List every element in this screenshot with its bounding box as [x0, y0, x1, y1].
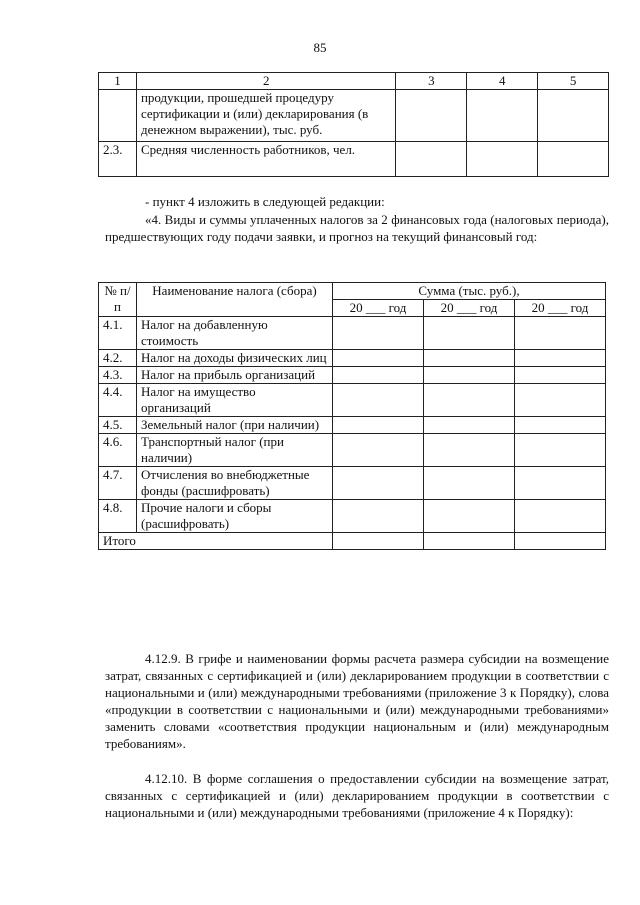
table-row [99, 367, 606, 384]
col-name-header: Наименование налога (сбора) [137, 283, 333, 317]
value-cell [538, 142, 609, 177]
row-name: Налог на прибыль организаций [137, 367, 333, 384]
paragraph-4-12-9: 4.12.9. В грифе и наименовании формы расчета размера субсидии на возмещение затрат, связанных с сертификацией и (или) декларированием продукции в соответствии с национальными и (или) международными требованиями (приложение 3 к Порядку), слова «продукции в соответствии с национальными и (или) международными требованиями» заменить словами «соответствия продукции национальным и (или) международным требованиям». [105, 651, 609, 751]
row-number: 4.8. [99, 500, 137, 533]
paragraph-4-12-10: 4.12.10. В форме соглашения о предоставлении субсидии на возмещение затрат, связанных с сертификацией и (или) декларированием продукции в соответствии с национальными и (или) международными требованиями (приложение 4 к Порядку): [105, 771, 609, 820]
header-cell: 1 [99, 73, 137, 90]
total-label: Итого [99, 533, 333, 550]
col-num-header: № п/п [99, 283, 137, 317]
table-row [99, 142, 609, 177]
page-number: 85 [313, 40, 327, 55]
row-number: 4.2. [99, 350, 137, 367]
table-row [99, 467, 606, 500]
table-row [99, 500, 606, 533]
row-number: 4.3. [99, 367, 137, 384]
value-cell [467, 90, 538, 142]
header-cell: 3 [396, 73, 467, 90]
table-header-row [99, 283, 606, 300]
table-row [99, 384, 606, 417]
row-number: 4.7. [99, 467, 137, 500]
value-cell [467, 142, 538, 177]
intro-line: - пункт 4 изложить в следующей редакции: [145, 194, 385, 209]
row-number [99, 90, 137, 142]
value-cell [396, 142, 467, 177]
row-number: 4.1. [99, 317, 137, 350]
year-header: 20 ___ год [515, 300, 606, 317]
year-header: 20 ___ год [424, 300, 515, 317]
col-sum-header: Сумма (тыс. руб.), [333, 283, 606, 300]
table-row [99, 350, 606, 367]
table-row [99, 417, 606, 434]
row-number: 2.3. [99, 142, 137, 177]
value-cell [538, 90, 609, 142]
row-name: Прочие налоги и сборы (расшифровать) [137, 500, 333, 533]
row-name: Отчисления во внебюджетные фонды (расшифровать) [137, 467, 333, 500]
row-number: 4.5. [99, 417, 137, 434]
intro-paragraph: «4. Виды и суммы уплаченных налогов за 2 финансовых года (налоговых периода), предшествующих году подачи заявки, и прогноз на текущий финансовый год: [105, 212, 609, 244]
row-name: Налог на доходы физических лиц [137, 350, 333, 367]
continuation-table [98, 72, 609, 177]
value-cell [396, 90, 467, 142]
row-name: Налог на добавленную стоимость [137, 317, 333, 350]
row-name: продукции, прошедшей процедуру сертификации и (или) декларирования (в денежном выражении), тыс. руб. [136, 90, 396, 142]
row-number: 4.4. [99, 384, 137, 417]
header-cell: 5 [538, 73, 609, 90]
year-header: 20 ___ год [333, 300, 424, 317]
tax-table [98, 282, 606, 550]
row-name: Транспортный налог (при наличии) [137, 434, 333, 467]
table-row [99, 434, 606, 467]
table-row [99, 90, 609, 142]
header-cell: 2 [136, 73, 396, 90]
row-number: 4.6. [99, 434, 137, 467]
row-name: Земельный налог (при наличии) [137, 417, 333, 434]
table-total-row [99, 533, 606, 550]
row-name: Налог на имущество организаций [137, 384, 333, 417]
header-cell: 4 [467, 73, 538, 90]
row-name: Средняя численность работников, чел. [136, 142, 396, 177]
table-row [99, 317, 606, 350]
table-header-row [99, 73, 609, 90]
